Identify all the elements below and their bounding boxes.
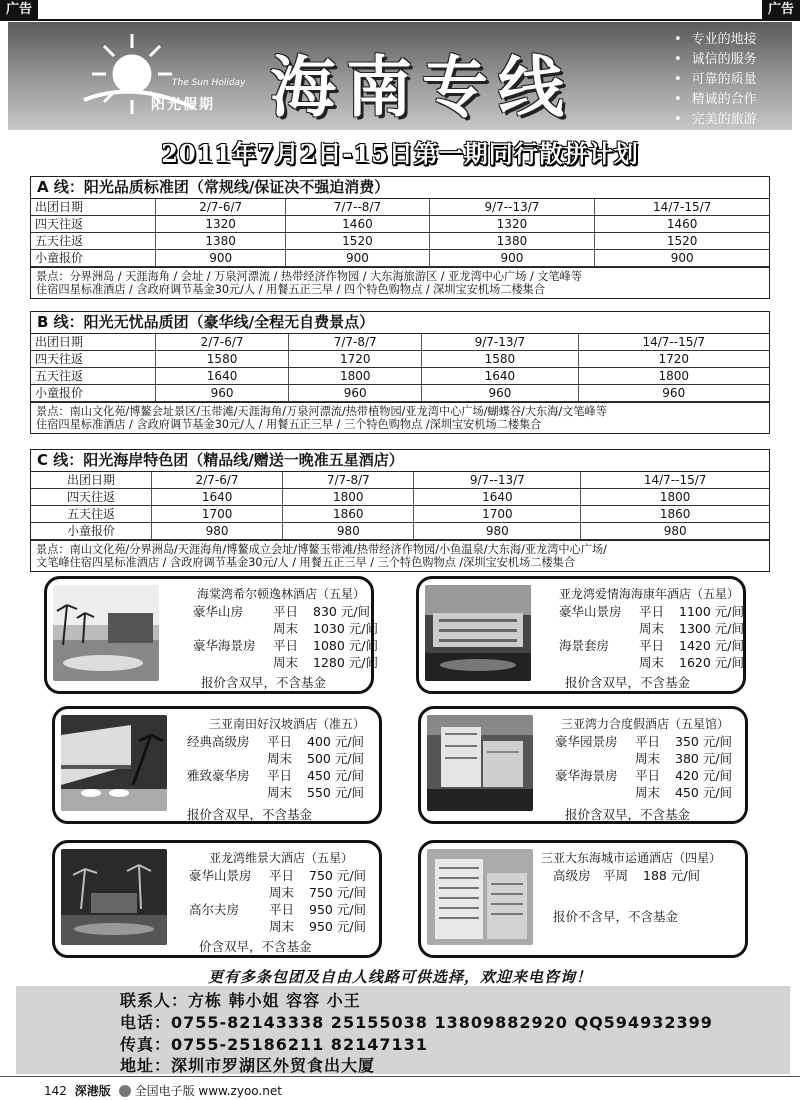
table-cell: 四天往返	[31, 489, 152, 506]
period-label: 周末	[639, 655, 665, 670]
rate-row	[555, 733, 732, 750]
route-title: B 线：阳光无忧品质团（豪华线/全程无自费景点）	[31, 312, 769, 334]
period-label: 平日	[267, 734, 293, 749]
table-cell: 1460	[595, 216, 769, 233]
room-type	[193, 620, 273, 637]
table-row	[31, 385, 769, 402]
period-label: 平日	[273, 604, 299, 619]
table-cell: 1640	[414, 489, 581, 506]
table-cell: 14/7--15/7	[581, 472, 769, 489]
hotel-name: 三亚南田好汉坡酒店（准五）	[209, 717, 366, 731]
rate-row	[555, 767, 732, 784]
room-type: 豪华山景房	[559, 604, 622, 619]
hotel-rates	[193, 603, 378, 671]
hotel-name: 三亚大东海城市运通酒店（四星）	[541, 851, 722, 865]
table-cell: 1580	[422, 351, 578, 368]
room-type	[559, 620, 639, 637]
ad-tag-left: 广告	[0, 0, 38, 20]
hotel-photo	[425, 585, 531, 681]
table-cell: 1700	[152, 506, 283, 523]
hotel-note: 报价不含早，不含基金	[553, 909, 679, 924]
hotel-rates	[189, 867, 366, 935]
period-label: 周末	[635, 785, 661, 800]
price-value: 450 元/间	[307, 768, 365, 783]
price-value: 830 元/间	[313, 604, 371, 619]
plan-title: 2011年7月2日-15日第一期同行散拼计划	[161, 139, 639, 168]
table-cell: 2/7-6/7	[156, 334, 289, 351]
table-cell: 980	[581, 523, 769, 540]
table-cell: 9/7-13/7	[422, 334, 578, 351]
period-label: 平日	[639, 638, 665, 653]
table-cell: 1380	[429, 233, 595, 250]
room-type	[187, 784, 267, 801]
hotel-rates	[559, 603, 744, 671]
banner	[8, 22, 792, 130]
ad-tag-right: 广告	[762, 0, 800, 20]
hotel-card	[418, 706, 748, 824]
table-cell: 960	[578, 385, 769, 402]
hotel-note: 报价含双早，不含基金	[565, 807, 691, 822]
rate-row	[559, 603, 744, 620]
feature-item: • 可靠的质量	[674, 70, 757, 90]
period-label: 平日	[639, 604, 665, 619]
hotel-card	[44, 576, 378, 694]
publication-logo-icon	[119, 1085, 131, 1097]
table-cell: 1460	[286, 216, 429, 233]
price-value: 950 元/间	[309, 919, 367, 934]
room-type	[187, 750, 267, 767]
spots-line: 住宿四星标准酒店 / 含政府调节基金30元/人 / 用餐五正三早 / 三个特色购物点 /深圳宝安机场二楼集合	[36, 418, 542, 431]
table-cell: 1320	[156, 216, 286, 233]
feature-item: • 完美的旅游	[674, 110, 757, 130]
table-cell: 1640	[152, 489, 283, 506]
hotel-card	[418, 840, 748, 958]
route-title: C 线：阳光海岸特色团（精品线/赠送一晚准五星酒店）	[31, 450, 769, 472]
rate-row	[187, 750, 364, 767]
price-value: 1420 元/间	[679, 638, 744, 653]
table-row	[31, 233, 769, 250]
hotel-photo	[61, 849, 167, 945]
table-cell: 1800	[578, 368, 769, 385]
period-label: 平日	[273, 638, 299, 653]
table-row	[31, 216, 769, 233]
route-a	[30, 176, 770, 299]
route-title: A 线：阳光品质标准团（常规线/保证决不强迫消费）	[31, 177, 769, 199]
promo-text: 更有多条包团及自由人线路可供选择，欢迎来电咨询！	[207, 968, 592, 986]
table-cell: 1520	[286, 233, 429, 250]
table-cell: 出团日期	[31, 472, 152, 489]
table-cell: 1860	[581, 506, 769, 523]
room-type	[555, 784, 635, 801]
table-cell: 四天往返	[31, 351, 156, 368]
site-label[interactable]: 全国电子版 www.zyoo.net	[134, 1084, 282, 1098]
table-cell: 五天往返	[31, 506, 152, 523]
rate-row	[189, 918, 366, 935]
route-spots	[31, 402, 769, 433]
price-value: 1280 元/间	[313, 655, 378, 670]
table-cell: 1700	[414, 506, 581, 523]
table-cell: 1580	[156, 351, 289, 368]
hotel-note: 价含双早，不含基金	[199, 939, 312, 954]
period-label: 平日	[267, 768, 293, 783]
room-type: 豪华海景房	[193, 638, 256, 653]
edition-label: 深港版	[74, 1084, 111, 1098]
table-cell: 四天往返	[31, 216, 156, 233]
spots-line: 景点：南山文化苑/博鳌会址景区/玉带滩/天涯海角/万泉河漂流/热带植物园/亚龙湾中心广场/蝴蝶谷/大东海/文笔峰等	[36, 405, 607, 418]
rate-row	[553, 867, 700, 884]
hotel-card	[416, 576, 746, 694]
room-type: 豪华山房	[193, 604, 244, 619]
table-cell: 9/7--13/7	[414, 472, 581, 489]
room-type: 豪华山景房	[189, 868, 252, 883]
contact-address: 地址：深圳市罗湖区外贸食出大厦	[120, 1056, 376, 1075]
contact-box	[16, 986, 790, 1074]
table-cell: 1640	[422, 368, 578, 385]
table-row	[31, 368, 769, 385]
table-cell: 7/7-8/7	[283, 472, 414, 489]
hotel-card	[52, 706, 382, 824]
hotel-name: 三亚湾力合度假酒店（五星馆）	[561, 717, 730, 731]
rate-row	[193, 620, 378, 637]
price-value: 1620 元/间	[679, 655, 744, 670]
page-number: 142	[44, 1084, 67, 1098]
period-label: 周末	[639, 621, 665, 636]
period-label: 周末	[269, 919, 295, 934]
price-value: 500 元/间	[307, 751, 365, 766]
hotel-photo	[61, 715, 167, 811]
logo-english: The Sun Holiday	[172, 78, 246, 88]
hotel-card	[52, 840, 382, 958]
rate-row	[193, 637, 378, 654]
logo-chinese: 阳光假期	[151, 97, 215, 113]
rate-row	[189, 884, 366, 901]
period-label: 周末	[267, 785, 293, 800]
hotel-rates	[555, 733, 732, 801]
spots-line: 文笔峰住宿四星标准酒店 / 含政府调节基金30元/人 / 用餐五正三早 / 三个特色购物点 /深圳宝安机场二楼集合	[36, 556, 576, 569]
spots-line: 景点：南山文化苑/分界洲岛/天涯海角/博鳌成立会址/博鳌玉带滩/热带经济作物园/小鱼温泉/大东海/亚龙湾中心广场/	[36, 543, 607, 556]
table-cell: 900	[429, 250, 595, 267]
table-cell: 1640	[156, 368, 289, 385]
table-cell: 14/7--15/7	[578, 334, 769, 351]
table-cell: 1380	[156, 233, 286, 250]
price-value: 1300 元/间	[679, 621, 744, 636]
room-type: 豪华园景房	[555, 734, 618, 749]
contact-person: 联系人：方栋 韩小姐 容容 小王	[120, 991, 361, 1010]
table-cell: 980	[283, 523, 414, 540]
hotel-note: 报价含双早，不含基金	[187, 807, 313, 822]
table-row	[31, 506, 769, 523]
rate-row	[187, 784, 364, 801]
table-cell: 出团日期	[31, 199, 156, 216]
price-value: 750 元/间	[309, 885, 367, 900]
price-table	[31, 199, 769, 267]
price-value: 350 元/间	[675, 734, 733, 749]
table-cell: 900	[286, 250, 429, 267]
table-cell: 1720	[578, 351, 769, 368]
rate-row	[559, 654, 744, 671]
period-label: 平周	[603, 868, 629, 883]
table-cell: 7/7-8/7	[289, 334, 422, 351]
room-type	[189, 918, 269, 935]
rate-row	[187, 733, 364, 750]
table-cell: 1320	[429, 216, 595, 233]
room-type	[189, 884, 269, 901]
period-label: 周末	[267, 751, 293, 766]
period-label: 平日	[269, 902, 295, 917]
top-rule	[0, 19, 800, 21]
table-cell: 1860	[283, 506, 414, 523]
contact-phone: 电话：0755-82143338 25155038 13809882920 QQ594932399	[120, 1013, 713, 1032]
room-type	[559, 654, 639, 671]
price-value: 1080 元/间	[313, 638, 378, 653]
table-cell: 1800	[283, 489, 414, 506]
period-label: 平日	[635, 768, 661, 783]
spots-line: 景点：分界洲岛 / 天涯海角 / 会址 / 万泉河漂流 / 热带经济作物园 / 大东海旅游区 / 亚龙湾中心广场 / 文笔峰等	[36, 270, 583, 283]
feature-item: • 专业的地接	[674, 30, 757, 50]
table-cell: 出团日期	[31, 334, 156, 351]
route-spots	[31, 540, 769, 571]
contact-fax: 传真：0755-25186211 82147131	[120, 1035, 428, 1054]
table-cell: 7/7--8/7	[286, 199, 429, 216]
price-value: 1100 元/间	[679, 604, 744, 619]
banner-title: 海南专线	[270, 48, 574, 126]
room-type	[193, 654, 273, 671]
period-label: 周末	[273, 621, 299, 636]
table-cell: 小童报价	[31, 523, 152, 540]
hotel-name: 亚龙湾爱情海海康年酒店（五星）	[559, 587, 740, 601]
table-cell: 五天往返	[31, 233, 156, 250]
price-value: 550 元/间	[307, 785, 365, 800]
room-type: 高尔夫房	[189, 902, 240, 917]
price-value: 380 元/间	[675, 751, 733, 766]
table-cell: 14/7-15/7	[595, 199, 769, 216]
table-cell: 五天往返	[31, 368, 156, 385]
table-cell: 9/7--13/7	[429, 199, 595, 216]
hotel-note: 报价含双早，不含基金	[565, 675, 691, 690]
table-row	[31, 489, 769, 506]
spots-line: 住宿四星标准酒店 / 含政府调节基金30元/人 / 用餐五正三早 / 四个特色购物点 / 深圳宝安机场二楼集合	[36, 283, 546, 296]
table-cell: 小童报价	[31, 385, 156, 402]
hotel-name: 亚龙湾维景大酒店（五星）	[209, 851, 354, 865]
table-cell: 1800	[581, 489, 769, 506]
price-value: 188 元/间	[643, 868, 701, 883]
table-cell: 2/7-6/7	[156, 199, 286, 216]
feature-item: • 精诚的合作	[674, 90, 757, 110]
hotel-name: 海棠湾希尔顿逸林酒店（五星）	[197, 587, 366, 601]
table-cell: 980	[414, 523, 581, 540]
table-cell: 1520	[595, 233, 769, 250]
route-b	[30, 311, 770, 434]
table-cell: 小童报价	[31, 250, 156, 267]
table-row	[31, 472, 769, 489]
route-c	[30, 449, 770, 572]
rate-row	[555, 750, 732, 767]
table-cell: 960	[156, 385, 289, 402]
table-cell: 1800	[289, 368, 422, 385]
footer-rule	[0, 1076, 800, 1077]
rate-row	[555, 784, 732, 801]
route-spots	[31, 267, 769, 298]
period-label: 周末	[273, 655, 299, 670]
hotel-rates	[553, 867, 700, 884]
hotel-photo	[53, 585, 159, 681]
feature-list	[674, 30, 757, 130]
hotel-note: 报价含双早，不含基金	[201, 675, 327, 690]
rate-row	[189, 901, 366, 918]
rate-row	[189, 867, 366, 884]
table-cell: 980	[152, 523, 283, 540]
period-label: 平日	[635, 734, 661, 749]
table-row	[31, 334, 769, 351]
hotel-rates	[187, 733, 364, 801]
table-row	[31, 199, 769, 216]
rate-row	[193, 603, 378, 620]
feature-item: • 诚信的服务	[674, 50, 757, 70]
rate-row	[193, 654, 378, 671]
room-type: 高级房	[553, 868, 591, 883]
rate-row	[559, 620, 744, 637]
table-row	[31, 351, 769, 368]
price-value: 1030 元/间	[313, 621, 378, 636]
table-cell: 900	[156, 250, 286, 267]
table-cell: 1720	[289, 351, 422, 368]
room-type: 经典高级房	[187, 734, 250, 749]
price-value: 750 元/间	[309, 868, 367, 883]
table-cell: 960	[289, 385, 422, 402]
price-table	[31, 472, 769, 540]
hotel-photo	[427, 715, 533, 811]
period-label: 周末	[635, 751, 661, 766]
period-label: 平日	[269, 868, 295, 883]
room-type	[555, 750, 635, 767]
table-cell: 960	[422, 385, 578, 402]
period-label: 周末	[269, 885, 295, 900]
price-value: 450 元/间	[675, 785, 733, 800]
table-row	[31, 250, 769, 267]
hotel-photo	[427, 849, 533, 945]
room-type: 豪华海景房	[555, 768, 618, 783]
price-value: 950 元/间	[309, 902, 367, 917]
room-type: 雅致豪华房	[187, 768, 250, 783]
rate-row	[187, 767, 364, 784]
price-value: 400 元/间	[307, 734, 365, 749]
table-row	[31, 523, 769, 540]
footer	[44, 1082, 282, 1099]
price-value: 420 元/间	[675, 768, 733, 783]
price-table	[31, 334, 769, 402]
table-cell: 900	[595, 250, 769, 267]
rate-row	[559, 637, 744, 654]
room-type: 海景套房	[559, 638, 610, 653]
table-cell: 2/7-6/7	[152, 472, 283, 489]
